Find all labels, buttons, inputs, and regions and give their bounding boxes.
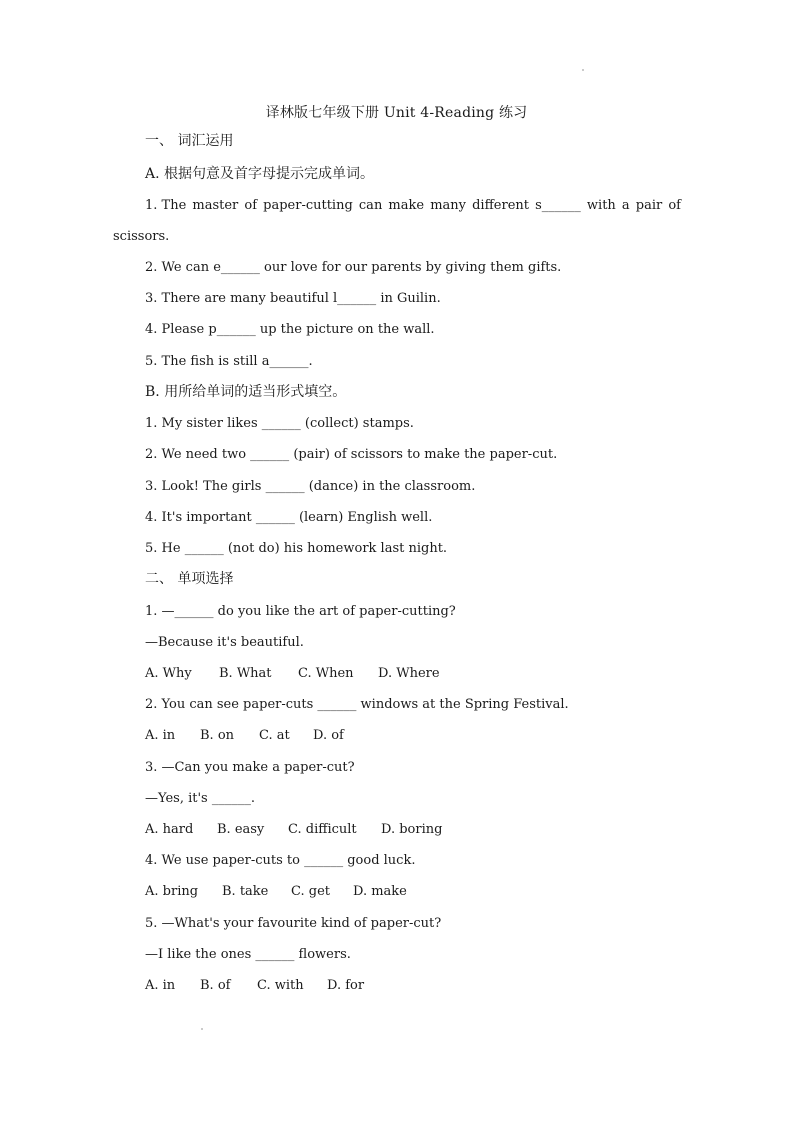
q1-word: of <box>244 198 258 213</box>
option-a: A. in <box>145 728 176 743</box>
option-b: B. of <box>200 978 231 993</box>
mc-q5-options <box>145 977 364 995</box>
section2-heading: 二、 单项选择 <box>145 571 234 587</box>
option-b: B. easy <box>217 822 265 837</box>
partA-q5: 5. The fish is still a______. <box>145 354 313 369</box>
option-b: B. take <box>222 884 269 899</box>
partA-q1-line <box>145 197 681 215</box>
option-a: A. hard <box>145 822 194 837</box>
option-d: D. make <box>353 884 407 899</box>
scan-speck <box>582 69 584 71</box>
q1-word: a <box>621 198 630 213</box>
page-title: 译林版七年级下册 Unit 4-Reading 练习 <box>265 105 528 121</box>
q1-word: master <box>192 198 239 213</box>
partB-q3: 3. Look! The girls ______ (dance) in the classroom. <box>145 479 476 494</box>
mc-q5-reply: —I like the ones ______ flowers. <box>145 947 351 962</box>
mc-q3-question: 3. —Can you make a paper-cut? <box>145 760 355 775</box>
option-c: C. with <box>257 978 304 993</box>
option-b: B. What <box>219 666 272 681</box>
mc-q5-question: 5. —What's your favourite kind of paper-cut? <box>145 916 442 931</box>
q1-word: 1. The <box>145 198 187 213</box>
option-a: A. Why <box>145 666 192 681</box>
mc-q3-options <box>145 821 442 839</box>
q1-word: can <box>358 198 383 213</box>
partB-q1: 1. My sister likes ______ (collect) stamps. <box>145 416 414 431</box>
mc-q2-options <box>145 727 344 745</box>
partA-q3: 3. There are many beautiful l______ in Guilin. <box>145 291 441 306</box>
mc-q3-reply: —Yes, it's ______. <box>145 791 255 806</box>
section1-heading: 一、 词汇运用 <box>145 133 234 149</box>
q1-word: with <box>586 198 616 213</box>
partA-q4: 4. Please p______ up the picture on the wall. <box>145 322 435 337</box>
partA-q1-continuation: scissors. <box>113 229 170 244</box>
option-c: C. at <box>259 728 290 743</box>
option-c: C. When <box>298 666 354 681</box>
q1-word: of <box>668 198 681 213</box>
mc-q1-options <box>145 665 440 683</box>
partB-q4: 4. It's important ______ (learn) English well. <box>145 510 433 525</box>
mc-q4-options <box>145 883 407 901</box>
q1-word: different <box>472 198 530 213</box>
partB-q2: 2. We need two ______ (pair) of scissors to make the paper-cut. <box>145 447 558 462</box>
q1-word: paper-cutting <box>263 198 353 213</box>
partA-q2: 2. We can e______ our love for our parents by giving them gifts. <box>145 260 562 275</box>
scan-speck <box>201 1028 203 1030</box>
mc-q4-question: 4. We use paper-cuts to ______ good luck. <box>145 853 416 868</box>
option-c: C. difficult <box>288 822 357 837</box>
q1-word: s______ <box>535 198 581 213</box>
q1-word: pair <box>635 198 663 213</box>
partA-heading: A. 根据句意及首字母提示完成单词。 <box>145 166 375 182</box>
mc-q1-reply: —Because it's beautiful. <box>145 635 304 650</box>
mc-q2-question: 2. You can see paper-cuts ______ windows at the Spring Festival. <box>145 697 569 712</box>
option-a: A. bring <box>145 884 199 899</box>
option-a: A. in <box>145 978 176 993</box>
q1-word: many <box>430 198 466 213</box>
partB-q5: 5. He ______ (not do) his homework last night. <box>145 541 448 556</box>
option-d: D. for <box>327 978 365 993</box>
option-b: B. on <box>200 728 235 743</box>
q1-word: make <box>388 198 425 213</box>
option-d: D. Where <box>378 666 440 681</box>
option-d: D. boring <box>381 822 443 837</box>
partB-heading: B. 用所给单词的适当形式填空。 <box>145 384 347 400</box>
option-c: C. get <box>291 884 330 899</box>
option-d: D. of <box>313 728 344 743</box>
mc-q1-question: 1. —______ do you like the art of paper-cutting? <box>145 604 456 619</box>
